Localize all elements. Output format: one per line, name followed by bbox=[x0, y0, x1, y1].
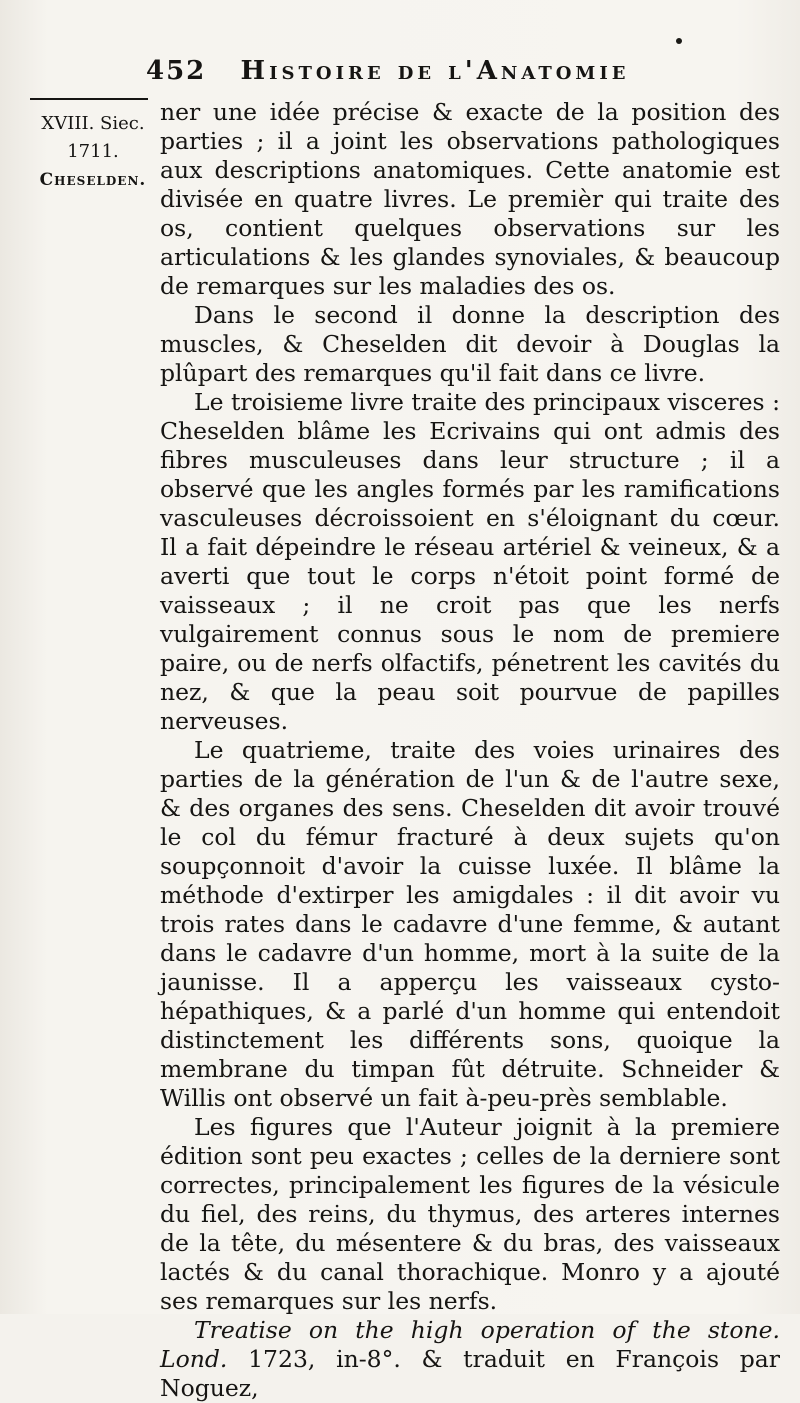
running-title: Histoire de l'Anatomie bbox=[240, 56, 630, 86]
page-number: 452 bbox=[146, 56, 207, 86]
body-text bbox=[160, 98, 780, 1403]
margin-author: Cheselden. bbox=[39, 170, 147, 190]
citation bbox=[160, 1316, 780, 1403]
page-header bbox=[146, 56, 786, 92]
margin-rule bbox=[30, 98, 148, 100]
paragraph-5: Les figures que l'Auteur joignit à la premiere édition sont peu exactes ; celles de la derniere sont correctes, principalement les figures de la vésicule du fiel, des reins, du thymus, des arteres internes de la tête, du mésentere & du bras, des vaisseaux lactés & du canal thorachique. Monro y a ajouté ses remarques sur les nerfs. bbox=[160, 1113, 780, 1315]
citation-details: 1723, in-8°. & traduit en François par Noguez, bbox=[160, 1345, 780, 1402]
paragraph-2: Dans le second il donne la description des muscles, & Cheselden dit devoir à Douglas la plûpart des remarques qu'il fait dans ce livre. bbox=[160, 301, 780, 387]
margin-year: 1711. bbox=[67, 141, 119, 162]
paragraph-1: ner une idée précise & exacte de la position des parties ; il a joint les observations pathologiques aux descriptions anatomiques. Cette anatomie est divisée en quatre livres. Le premièr qui traite des os, contient quelques observations sur les articulations & les glandes synoviales, & beaucoup de remarques sur les maladies des os. bbox=[160, 98, 780, 300]
margin-century: XVIII. Siec. bbox=[41, 113, 145, 134]
paragraph-4: Le quatrieme, traite des voies urinaires des parties de la génération de l'un & de l'autre sexe, & des organes des sens. Cheselden dit avoir trouvé le col du fémur fracturé à deux sujets qu'on soupçonnoit d'avoir la cuisse luxée. Il blâme la méthode d'extirper les amigdales : il dit avoir vu trois rates dans le cadavre d'une femme, & autant dans le cadavre d'un homme, mort à la suite de la jaunisse. Il a apperçu les vaisseaux cysto-hépathiques, & a parlé d'un homme qui entendoit distinctement les différents sons, quoique la membrane du timpan fût détruite. Schneider & Willis ont observé un fait à-peu-près semblable. bbox=[160, 736, 780, 1112]
citation-title: Treatise on the high operation of the stone. Lond. bbox=[160, 1316, 780, 1373]
paragraph-3: Le troisieme livre traite des principaux visceres : Cheselden blâme les Ecrivains qui ont admis des fibres musculeuses dans leur structure ; il a observé que les angles formés par les ramifications vasculeuses décroissoient en s'éloignant du cœur. Il a fait dépeindre le réseau artériel & veineux, & a averti que tout le corps n'étoit point formé de vaisseaux ; il ne croit pas que les nerfs vulgairement connus sous le nom de premiere paire, ou de nerfs olfactifs, pénetrent les cavités du nez, & que la peau soit pourvue de papilles nerveuses. bbox=[160, 388, 780, 735]
margin-notes bbox=[28, 98, 158, 194]
ink-spot bbox=[676, 38, 682, 44]
